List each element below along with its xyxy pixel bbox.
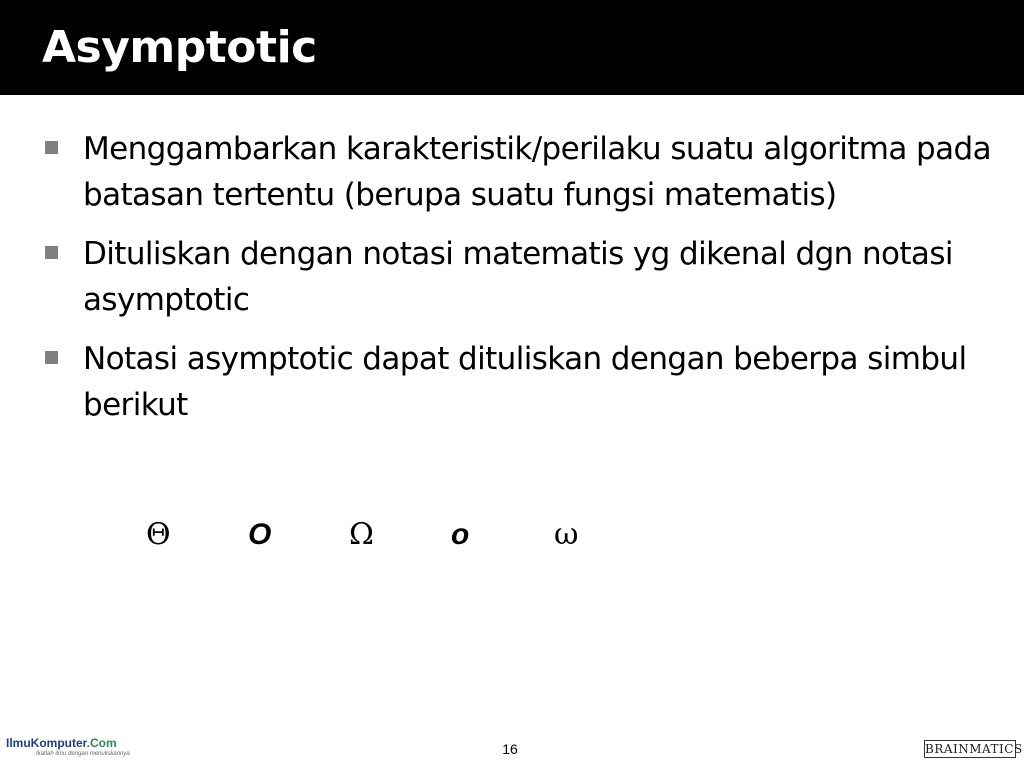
- theta-symbol: Θ: [146, 517, 171, 552]
- square-bullet-icon: [45, 351, 58, 364]
- logo-name: IlmuKomputer: [6, 736, 87, 750]
- omega-symbol: Ω: [349, 517, 374, 552]
- logo-suffix: .Com: [86, 736, 117, 750]
- square-bullet-icon: [45, 246, 58, 259]
- big-o-symbol: O: [248, 518, 272, 551]
- page-number: 16: [502, 741, 518, 757]
- square-bullet-icon: [45, 141, 58, 154]
- title-bar: [0, 0, 1024, 95]
- logo-tagline: Ikatlah ilmu dengan menuliskannya: [36, 751, 130, 757]
- bullet-text: Dituliskan dengan notasi matematis yg dikenal dgn notasi asymptotic: [83, 236, 953, 318]
- little-omega-symbol: ω: [554, 517, 579, 552]
- bullet-text: Notasi asymptotic dapat dituliskan dengan beberpa simbul berikut: [83, 341, 967, 423]
- bullet-item: [45, 231, 995, 323]
- brainmatics-logo: BRAINMATICS: [925, 742, 1023, 756]
- bullet-item: [45, 126, 995, 218]
- ilmukomputer-logo: [6, 736, 130, 762]
- bullet-list: [45, 126, 995, 441]
- little-o-symbol: o: [451, 518, 470, 551]
- bullet-text: Menggambarkan karakteristik/perilaku suatu algoritma pada batasan tertentu (berupa suatu fungsi matematis): [83, 131, 991, 213]
- slide-title: Asymptotic: [42, 22, 317, 73]
- bullet-item: [45, 336, 995, 428]
